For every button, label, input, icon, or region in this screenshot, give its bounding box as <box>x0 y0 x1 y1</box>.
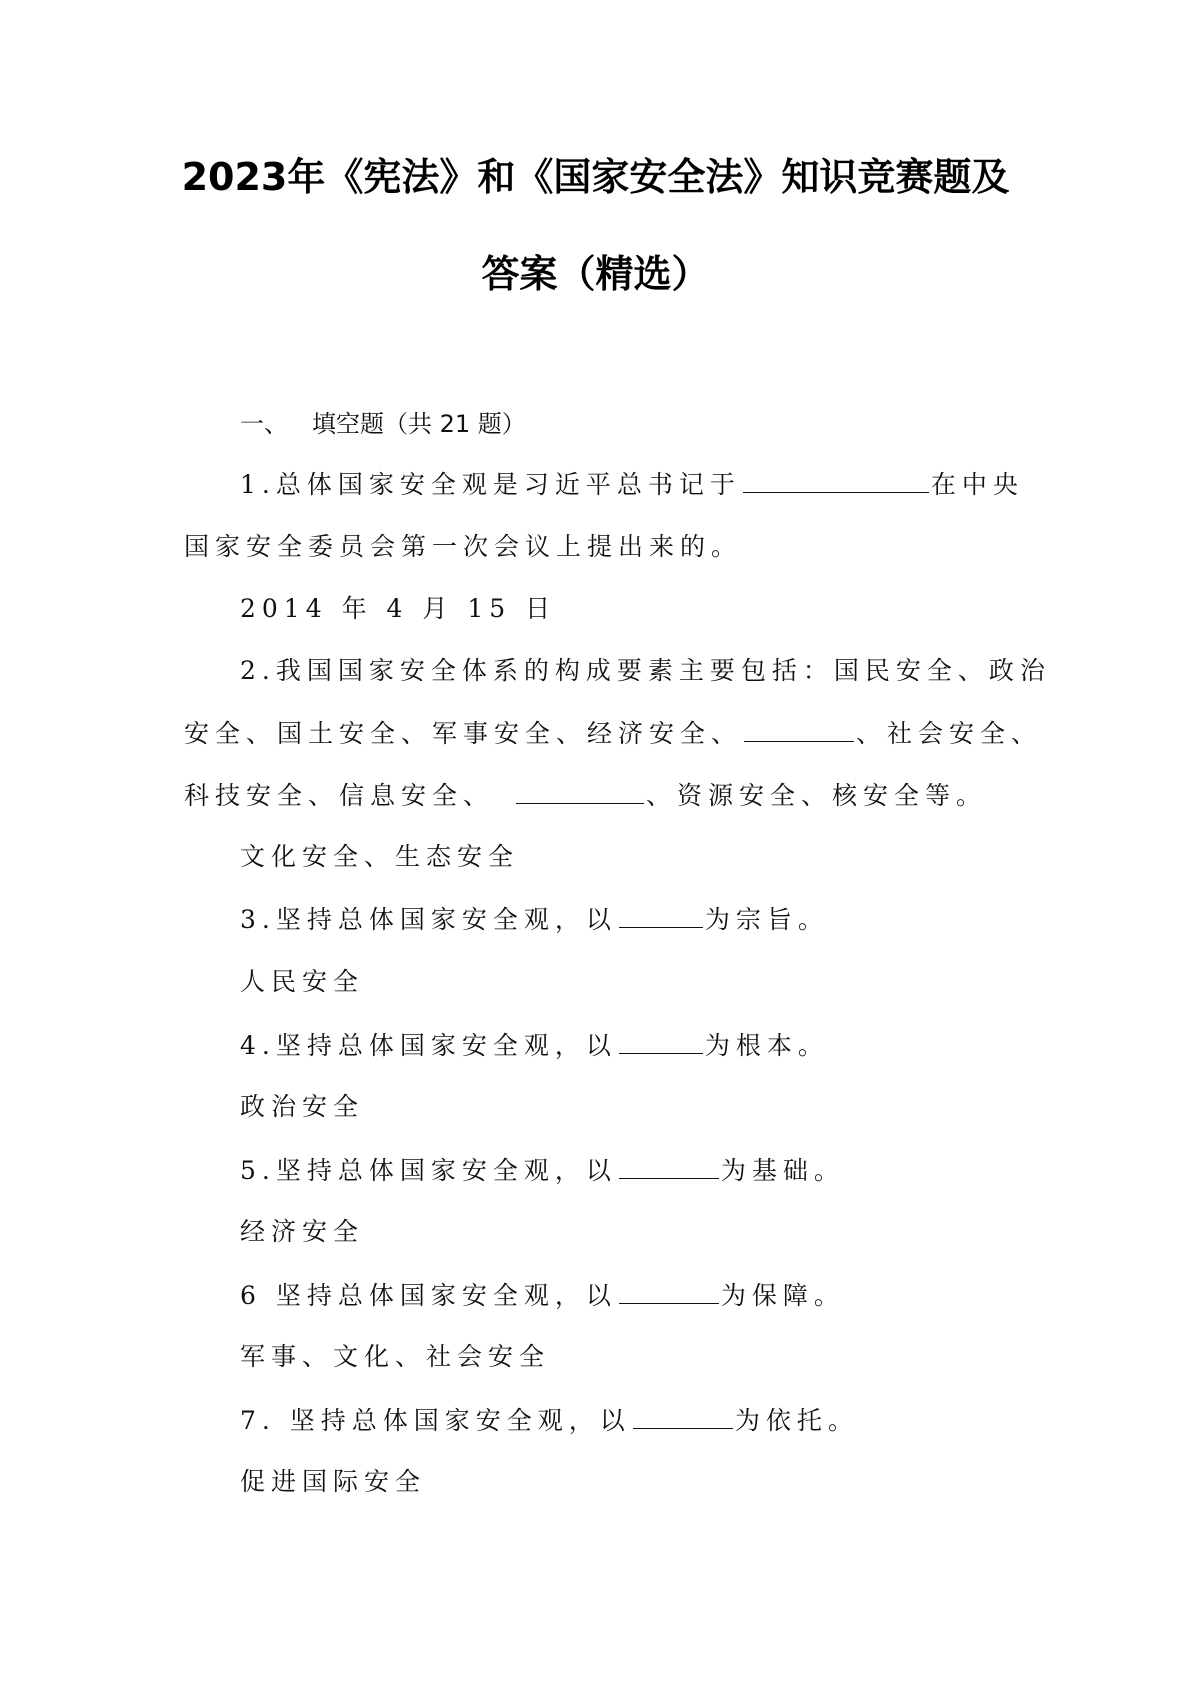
document-title-line-2: 答案（精选） <box>481 252 710 296</box>
question-6 <box>240 1279 845 1312</box>
answer-blank <box>619 1154 719 1179</box>
question-text: 为根本。 <box>704 1031 829 1060</box>
answer-6: 军事、文化、社会安全 <box>240 1342 551 1371</box>
answer-3: 人民安全 <box>240 967 365 996</box>
document-title-line-1: 2023年《宪法》和《国家安全法》知识竞赛题及 <box>181 155 1010 199</box>
section-label: 填空题（共 21 题） <box>312 410 526 438</box>
question-text: 为保障。 <box>720 1281 845 1310</box>
question-3 <box>240 903 829 936</box>
question-text: 在中央 <box>930 470 1024 499</box>
answer-blank <box>516 779 644 804</box>
question-text: 安全、国土安全、军事安全、经济安全、 <box>184 719 743 748</box>
question-5 <box>240 1154 845 1187</box>
question-2: 2.我国国家安全体系的构成要素主要包括：国民安全、政治 <box>240 656 1051 685</box>
question-text: 4.坚持总体国家安全观，以 <box>240 1031 617 1060</box>
question-text: 7. 坚持总体国家安全观，以 <box>240 1406 631 1435</box>
question-text: 为基础。 <box>720 1156 845 1185</box>
question-1 <box>240 468 1024 501</box>
question-text: 3.坚持总体国家安全观，以 <box>240 905 617 934</box>
answer-1: 2014 年 4 月 15 日 <box>240 594 557 623</box>
answer-blank <box>619 1029 703 1054</box>
answer-2: 文化安全、生态安全 <box>240 842 520 871</box>
answer-blank <box>633 1404 733 1429</box>
section-number: 一、 <box>240 410 288 438</box>
question-text: 为宗旨。 <box>704 905 829 934</box>
question-text: 、资源安全、核安全等。 <box>646 781 988 810</box>
question-2-line-2 <box>184 717 1042 750</box>
answer-blank <box>619 903 703 928</box>
section-heading <box>240 404 526 439</box>
question-1-continuation: 国家安全委员会第一次会议上提出来的。 <box>184 532 743 561</box>
answer-7: 促进国际安全 <box>240 1467 427 1496</box>
question-text: 、社会安全、 <box>856 719 1043 748</box>
question-text: 1.总体国家安全观是习近平总书记于 <box>240 470 741 499</box>
question-7 <box>240 1404 859 1437</box>
answer-blank <box>744 717 854 742</box>
answer-4: 政治安全 <box>240 1092 365 1121</box>
question-text: 为依托。 <box>734 1406 859 1435</box>
answer-5: 经济安全 <box>240 1217 365 1246</box>
question-4 <box>240 1029 829 1062</box>
question-text: 6 坚持总体国家安全观，以 <box>240 1281 617 1310</box>
question-text: 5.坚持总体国家安全观，以 <box>240 1156 617 1185</box>
answer-blank <box>619 1279 719 1304</box>
question-text: 科技安全、信息安全、 <box>184 781 495 810</box>
question-2-line-3 <box>184 779 987 812</box>
answer-blank <box>743 468 929 493</box>
